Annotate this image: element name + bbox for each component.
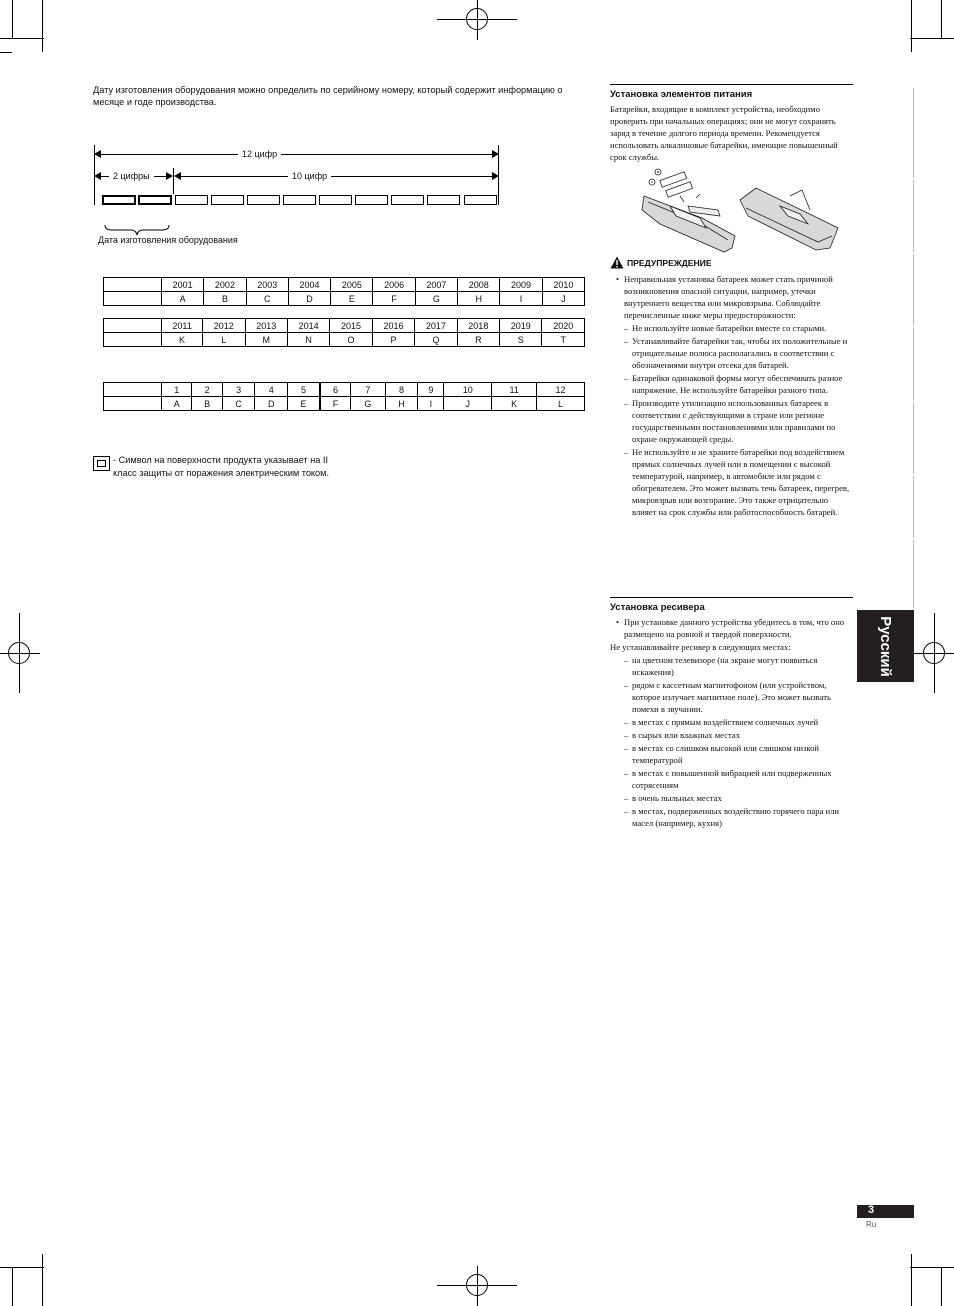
table-cell: Q (415, 333, 457, 347)
two-digits-label: 2 цифры (109, 171, 154, 182)
table-cell: A (162, 292, 204, 306)
table-cell: H (385, 397, 418, 411)
table-cell: 5 (287, 383, 320, 397)
table-cell-blank (104, 383, 162, 397)
page-number: 3 (868, 1204, 875, 1216)
table-cell: 2004 (288, 278, 330, 292)
table-cell: 9 (418, 383, 444, 397)
table-cell: 2001 (162, 278, 204, 292)
batteries-text: Батарейки, входящие в комплект устройства, необходимо проверить при начальных операциях; они не могут сохранять заряд в течение долгого периода времени. Рекомендуется использовать алкалиновые батарейки, имеющие повышенный срок службы. (610, 104, 838, 162)
list-item: – в местах с повышенной вибрацией или подверженных сотрясениям (624, 768, 832, 790)
table-cell: 2017 (415, 319, 457, 333)
table-cell: 2012 (203, 319, 245, 333)
receiver-bullet: • При установке данного устройства убедитесь в том, что оно размещено на ровной и твердой поверхности. (616, 617, 845, 639)
table-cell: 8 (385, 383, 418, 397)
table-cell: P (372, 333, 414, 347)
side-rule (913, 540, 914, 608)
table-cell: 4 (255, 383, 288, 397)
year-table-1 (103, 277, 585, 306)
side-rule (913, 402, 914, 474)
total-digits-label: 12 цифр (238, 149, 281, 160)
table-cell: 2016 (372, 319, 414, 333)
table-cell: 2014 (287, 319, 329, 333)
table-cell: 2006 (373, 278, 415, 292)
batteries-heading: Установка элементов питания (610, 89, 753, 100)
table-cell: 2015 (330, 319, 372, 333)
page-number-bar (857, 1205, 914, 1218)
list-item: – Не используйте новые батарейки вместе со старыми. (624, 323, 827, 333)
table-cell-blank (104, 278, 162, 292)
table-row (104, 292, 585, 306)
table-cell: 1 (162, 383, 192, 397)
class-ii-text: - Символ на поверхности продукта указывает на II класс защиты от поражения электрическим током. (113, 455, 330, 478)
table-cell: D (288, 292, 330, 306)
side-rule (913, 254, 914, 326)
table-cell: K (162, 333, 203, 347)
side-rule (913, 328, 914, 400)
class-ii-inner-square (97, 460, 106, 467)
table-cell: 2007 (415, 278, 457, 292)
table-cell: 6 (320, 383, 350, 397)
table-cell: I (418, 397, 444, 411)
receiver-heading: Установка ресивера (610, 602, 705, 613)
table-cell: C (246, 292, 288, 306)
side-rule (913, 476, 914, 538)
table-cell: 12 (537, 383, 585, 397)
list-item: – в местах со слишком высокой или слишком низкой температурой (624, 743, 820, 765)
table-cell: K (492, 397, 537, 411)
table-cell: J (542, 292, 584, 306)
table-cell: 10 (444, 383, 492, 397)
warning-bullet: • Неправильная установка батареек может стать причиной возникновения опасной ситуации, например, утечки внутреннего вещества или микровзрыва. Соблюдайте перечисленные ниже меры предосторожности: (616, 274, 833, 320)
table-cell: 3 (222, 383, 255, 397)
receiver-list (610, 616, 854, 830)
table-row (104, 319, 585, 333)
table-cell: 2005 (331, 278, 373, 292)
month-table (103, 382, 585, 411)
table-cell: L (537, 397, 585, 411)
table-cell: T (542, 333, 585, 347)
language-tab-label: Русский (877, 615, 895, 677)
table-cell: O (330, 333, 372, 347)
section-rule (610, 84, 853, 85)
list-item: – в местах с прямым воздействием солнечных лучей (624, 717, 819, 727)
table-cell: A (162, 397, 192, 411)
table-cell-blank (104, 292, 162, 306)
table-cell: 2003 (246, 278, 288, 292)
warning-triangle-icon (610, 256, 624, 269)
table-cell: D (255, 397, 288, 411)
table-row (104, 383, 585, 397)
table-cell: 2011 (162, 319, 203, 333)
list-item: – в сырых или влажных местах (624, 730, 741, 740)
list-item: – в очень пыльных местах (624, 793, 722, 803)
table-row (104, 333, 585, 347)
table-cell: 7 (350, 383, 385, 397)
list-item: – Устанавливайте батарейки так, чтобы их положительные и отрицательные полюса располагались в соответствии с обозначениями внутри отсека для батарей. (624, 336, 848, 370)
table-cell: F (373, 292, 415, 306)
table-cell: F (320, 397, 350, 411)
remote-battery-illustration (640, 166, 845, 258)
table-cell: 2019 (500, 319, 542, 333)
table-cell: 2018 (457, 319, 499, 333)
table-cell: 2 (192, 383, 222, 397)
table-cell-blank (104, 333, 162, 347)
table-cell: B (204, 292, 246, 306)
table-row (104, 278, 585, 292)
table-cell: J (444, 397, 492, 411)
table-cell: I (500, 292, 542, 306)
list-item: – Производите утилизацию использованных батареек в соответствии с действующими в стране или регионе государственными постановлениями или правилами по охране окружающей среды. (624, 398, 836, 444)
table-cell: M (245, 333, 287, 347)
ten-digits-label: 10 цифр (288, 171, 331, 182)
list-item: – в местах, подверженных воздействию горячего пара или масел (например, кухня) (624, 806, 839, 828)
page-language: Ru (866, 1220, 877, 1229)
table-cell: E (287, 397, 320, 411)
table-cell: E (331, 292, 373, 306)
year-table-2 (103, 318, 585, 347)
date-caption: Дата изготовления оборудования (98, 235, 238, 245)
table-cell: 2008 (458, 278, 500, 292)
list-item: – на цветном телевизоре (на экране могут появиться искажения) (624, 655, 818, 677)
table-cell: 2002 (204, 278, 246, 292)
list-item: – Не используйте и не храните батарейки под воздействием прямых солнечных лучей или в помещении с высокой температурой, например, в автомобиле или рядом с обогревателем. Это может вызвать течь батареек, перегрев, микровзрыв или возгорание. Это также отрицательно влияет на срок службы или работоспособность батарей. (624, 447, 850, 517)
warning-list (610, 273, 854, 519)
side-rule (913, 88, 914, 178)
list-item: – Батарейки одинаковой формы могут обеспечивать разное напряжение. Не используйте батарейки разного типа. (624, 373, 843, 395)
table-cell-blank (104, 397, 162, 411)
table-cell: C (222, 397, 255, 411)
table-cell: 2013 (245, 319, 287, 333)
receiver-intro: Не устанавливайте ресивер в следующих местах: (610, 642, 791, 652)
intro-text: Дату изготовления оборудования можно определить по серийному номеру, который содержит информацию о месяце и годе производства. (93, 85, 563, 107)
table-cell: G (350, 397, 385, 411)
table-cell: N (287, 333, 329, 347)
table-row (104, 397, 585, 411)
warning-heading: ПРЕДУПРЕЖДЕНИЕ (627, 258, 712, 268)
table-cell: R (457, 333, 499, 347)
table-cell: L (203, 333, 245, 347)
table-cell-blank (104, 319, 162, 333)
side-rule (913, 180, 914, 252)
table-cell: G (415, 292, 457, 306)
table-cell: B (192, 397, 222, 411)
section-rule (610, 597, 853, 598)
list-item: – рядом с кассетным магнитофоном (или устройством, которое излучает магнитное поле). Это может вызвать помехи в звучании. (624, 680, 831, 714)
table-cell: H (458, 292, 500, 306)
table-cell: 11 (492, 383, 537, 397)
table-cell: 2009 (500, 278, 542, 292)
table-cell: 2010 (542, 278, 584, 292)
table-cell: 2020 (542, 319, 585, 333)
table-cell: S (500, 333, 542, 347)
